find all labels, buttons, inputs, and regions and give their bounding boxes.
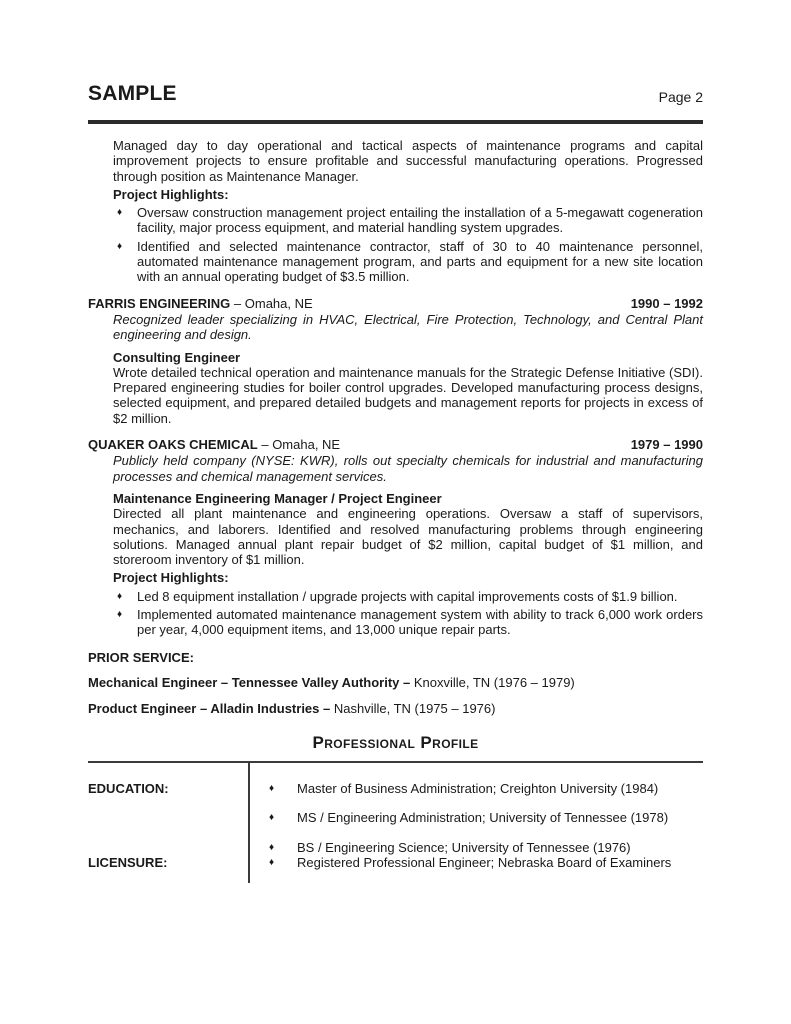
header-rule xyxy=(88,120,703,124)
company-line xyxy=(88,437,340,452)
diamond-bullet-icon: ♦ xyxy=(117,240,123,252)
diamond-bullet-icon: ♦ xyxy=(269,842,275,854)
prior-service-label: PRIOR SERVICE: xyxy=(88,649,194,665)
bullet-text: Identified and selected maintenance contractor, staff of 30 to 40 maintenance personnel, automated maintenance management program, and parts and equipment for a new site location with an annual operating budget of $3.5 million. xyxy=(137,238,703,285)
prior-role-company: Product Engineer – Alladin Industries – xyxy=(88,701,331,717)
prior-role-company: Mechanical Engineer – Tennessee Valley Authority – xyxy=(88,675,411,691)
job-summary: Wrote detailed technical operation and maintenance manuals for the Strategic Defense Initiative (SDI). Prepared engineering studies for boiler control upgrades. Developed manufacturing process designs, selected equipment, and prepared detailed budgets and management reports for projects in excess of $2 million. xyxy=(113,364,703,426)
company-name: FARRIS ENGINEERING xyxy=(88,295,231,311)
list-item xyxy=(117,607,703,638)
project-highlights-list xyxy=(117,589,703,638)
education-item-text: BS / Engineering Science; University of Tennessee (1976) xyxy=(297,840,631,856)
education-items xyxy=(248,763,703,856)
list-item xyxy=(269,855,703,870)
list-item xyxy=(117,239,703,285)
education-item-text: Master of Business Administration; Creighton University (1984) xyxy=(297,780,659,796)
list-item xyxy=(269,810,703,825)
company-description: Recognized leader specializing in HVAC, Electrical, Fire Protection, Technology, and Central Plant engineering and design. xyxy=(113,311,703,343)
continued-position-section xyxy=(88,138,703,285)
education-label: EDUCATION: xyxy=(88,780,169,796)
prior-role-detail: Knoxville, TN (1976 – 1979) xyxy=(410,675,575,691)
job-summary: Directed all plant maintenance and engineering operations. Oversaw a staff of supervisors, mechanics, and laborers. Identified and resolved manufacturing problems through engineering solutions. Managed annual plant repair budget of $2 million, capital budget of $1 million, and storeroom inventory of $1 million. xyxy=(113,506,703,568)
list-item xyxy=(117,589,703,604)
list-item xyxy=(117,205,703,236)
job-title: Consulting Engineer xyxy=(113,349,241,365)
prior-service-entry xyxy=(88,701,703,716)
list-item xyxy=(269,781,703,796)
project-highlights-list xyxy=(117,205,703,284)
bullet-text: Oversaw construction management project entailing the installation of a 5-megawatt cogeneration facility, major process equipment, and material handling system upgrades. xyxy=(137,205,703,236)
prior-service-entry xyxy=(88,675,703,690)
bullet-text: Implemented automated maintenance management system with ability to track 6,000 work orders per year, 4,000 equipment items, and 13,000 unique repair parts. xyxy=(137,607,703,638)
company-name: QUAKER OAKS CHEMICAL xyxy=(88,437,258,453)
diamond-bullet-icon: ♦ xyxy=(117,590,123,602)
job-title: Maintenance Engineering Manager / Project Engineer xyxy=(113,490,442,506)
prior-role-detail: Nashville, TN (1975 – 1976) xyxy=(330,701,496,717)
licensure-items xyxy=(248,855,703,882)
diamond-bullet-icon: ♦ xyxy=(269,782,275,794)
licensure-label: LICENSURE: xyxy=(88,855,168,871)
project-highlights-label: Project Highlights: xyxy=(113,186,229,202)
bullet-text: Led 8 equipment installation / upgrade projects with capital improvements costs of $1.9 billion. xyxy=(137,588,678,604)
job-section-farris-engineering xyxy=(88,296,703,426)
company-location: – Omaha, NE xyxy=(230,295,313,311)
company-location: – Omaha, NE xyxy=(257,437,341,453)
diamond-bullet-icon: ♦ xyxy=(117,207,123,219)
company-line xyxy=(88,296,313,311)
employment-dates: 1979 – 1990 xyxy=(630,437,703,453)
page-number: Page 2 xyxy=(658,89,703,105)
job-section-quaker-oaks-chemical xyxy=(88,437,703,638)
list-item xyxy=(269,840,703,855)
licensure-item-text: Registered Professional Engineer; Nebraska Board of Examiners xyxy=(297,855,672,871)
table-row-licensure xyxy=(88,855,703,882)
position-summary: Managed day to day operational and tactical aspects of maintenance programs and capital improvement projects to ensure profitable and successful manufacturing operations. Progressed through position as Maintenance Manager. xyxy=(113,138,703,184)
job-header xyxy=(88,437,703,452)
employment-dates: 1990 – 1992 xyxy=(630,295,703,311)
education-item-text: MS / Engineering Administration; University of Tennessee (1978) xyxy=(297,810,669,826)
prior-service-section xyxy=(88,650,703,717)
table-row-education xyxy=(88,763,703,856)
diamond-bullet-icon: ♦ xyxy=(117,609,123,621)
page-title: SAMPLE xyxy=(88,82,177,105)
page-header xyxy=(88,82,703,106)
job-header xyxy=(88,296,703,311)
professional-profile-table xyxy=(88,761,703,883)
company-description: Publicly held company (NYSE: KWR), rolls out specialty chemicals for industrial and manufacturing processes and chemical management services. xyxy=(113,453,703,484)
project-highlights-label: Project Highlights: xyxy=(113,570,229,586)
professional-profile-heading: Professional Profile xyxy=(312,732,479,752)
diamond-bullet-icon: ♦ xyxy=(269,857,275,869)
diamond-bullet-icon: ♦ xyxy=(269,812,275,824)
